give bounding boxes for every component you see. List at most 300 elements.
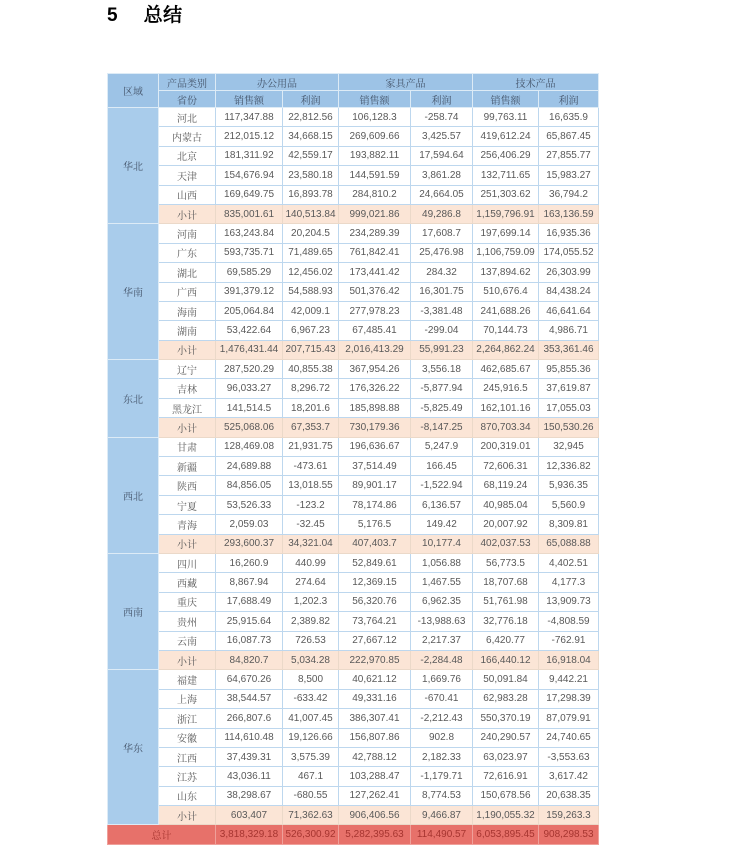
value-cell: 63,023.97 [473, 747, 539, 766]
value-cell: 34,668.15 [283, 127, 339, 146]
header-group-technology: 技术产品 [473, 74, 599, 91]
value-cell: 284,810.2 [339, 185, 411, 204]
value-cell: 3,425.57 [411, 127, 473, 146]
value-cell: -3,553.63 [539, 747, 599, 766]
province-row [108, 146, 599, 165]
subtotal-label: 小计 [159, 650, 216, 669]
value-cell: 62,983.28 [473, 689, 539, 708]
value-cell: 36,794.2 [539, 185, 599, 204]
value-cell: 18,201.6 [283, 398, 339, 417]
value-cell: 42,559.17 [283, 146, 339, 165]
subtotal-value: 166,440.12 [473, 650, 539, 669]
value-cell: 6,962.35 [411, 592, 473, 611]
header-row-1 [108, 74, 599, 91]
grand-total-value: 526,300.92 [283, 825, 339, 844]
province-row [108, 224, 599, 243]
header-group-furniture: 家具产品 [339, 74, 473, 91]
value-cell: 53,422.64 [216, 321, 283, 340]
grand-total-row [108, 825, 599, 844]
province-row [108, 301, 599, 320]
subtotal-row [108, 204, 599, 223]
header-office-profit: 利润 [283, 91, 339, 108]
province-row [108, 437, 599, 456]
value-cell: 367,954.26 [339, 360, 411, 379]
province-row [108, 728, 599, 747]
province-cell: 河南 [159, 224, 216, 243]
value-cell: -5,877.94 [411, 379, 473, 398]
province-row [108, 689, 599, 708]
subtotal-value: 16,918.04 [539, 650, 599, 669]
value-cell: 277,978.23 [339, 301, 411, 320]
value-cell: 12,456.02 [283, 263, 339, 282]
value-cell: 154,676.94 [216, 166, 283, 185]
province-cell: 云南 [159, 631, 216, 650]
value-cell: 386,307.41 [339, 709, 411, 728]
value-cell: 284.32 [411, 263, 473, 282]
value-cell: 501,376.42 [339, 282, 411, 301]
subtotal-value: 150,530.26 [539, 418, 599, 437]
subtotal-value: 10,177.4 [411, 534, 473, 553]
value-cell: 174,055.52 [539, 243, 599, 262]
value-cell: 38,544.57 [216, 689, 283, 708]
value-cell: 3,861.28 [411, 166, 473, 185]
section-title: 5 总结 [107, 5, 183, 26]
value-cell: 6,420.77 [473, 631, 539, 650]
province-row [108, 709, 599, 728]
value-cell: 17,594.64 [411, 146, 473, 165]
province-cell: 江苏 [159, 767, 216, 786]
value-cell: 37,619.87 [539, 379, 599, 398]
subtotal-label: 小计 [159, 806, 216, 825]
value-cell: 205,064.84 [216, 301, 283, 320]
province-cell: 黑龙江 [159, 398, 216, 417]
value-cell: 200,319.01 [473, 437, 539, 456]
value-cell: 95,855.36 [539, 360, 599, 379]
subtotal-value: 159,263.3 [539, 806, 599, 825]
value-cell: 25,915.64 [216, 612, 283, 631]
value-cell: 13,018.55 [283, 476, 339, 495]
value-cell: 15,983.27 [539, 166, 599, 185]
province-row [108, 360, 599, 379]
value-cell: -680.55 [283, 786, 339, 805]
value-cell: 550,370.19 [473, 709, 539, 728]
value-cell: 9,442.21 [539, 670, 599, 689]
value-cell: 17,688.49 [216, 592, 283, 611]
province-cell: 天津 [159, 166, 216, 185]
subtotal-value: 870,703.34 [473, 418, 539, 437]
province-cell: 浙江 [159, 709, 216, 728]
value-cell: 197,699.14 [473, 224, 539, 243]
value-cell: 193,882.11 [339, 146, 411, 165]
value-cell: 72,616.91 [473, 767, 539, 786]
value-cell: 25,476.98 [411, 243, 473, 262]
value-cell: -258.74 [411, 108, 473, 127]
province-cell: 陕西 [159, 476, 216, 495]
province-cell: 江西 [159, 747, 216, 766]
grand-total-value: 114,490.57 [411, 825, 473, 844]
value-cell: 24,664.05 [411, 185, 473, 204]
value-cell: 49,331.16 [339, 689, 411, 708]
value-cell: 20,204.5 [283, 224, 339, 243]
value-cell: 234,289.39 [339, 224, 411, 243]
header-furniture-sales: 销售额 [339, 91, 411, 108]
value-cell: 19,126.66 [283, 728, 339, 747]
value-cell: 16,301.75 [411, 282, 473, 301]
value-cell: 16,893.78 [283, 185, 339, 204]
province-row [108, 631, 599, 650]
subtotal-row [108, 340, 599, 359]
value-cell: 37,439.31 [216, 747, 283, 766]
value-cell: 196,636.67 [339, 437, 411, 456]
value-cell: 266,807.6 [216, 709, 283, 728]
province-row [108, 476, 599, 495]
province-cell: 贵州 [159, 612, 216, 631]
value-cell: -3,381.48 [411, 301, 473, 320]
value-cell: 38,298.67 [216, 786, 283, 805]
province-cell: 甘肃 [159, 437, 216, 456]
province-cell: 内蒙古 [159, 127, 216, 146]
header-row-2 [108, 91, 599, 108]
value-cell: 2,059.03 [216, 515, 283, 534]
value-cell: 761,842.41 [339, 243, 411, 262]
region-cell: 华南 [108, 224, 159, 360]
province-row [108, 108, 599, 127]
subtotal-value: 1,476,431.44 [216, 340, 283, 359]
value-cell: 50,091.84 [473, 670, 539, 689]
subtotal-value: 84,820.7 [216, 650, 283, 669]
value-cell: 256,406.29 [473, 146, 539, 165]
header-technology-sales: 销售额 [473, 91, 539, 108]
subtotal-row [108, 534, 599, 553]
grand-total-value: 6,053,895.45 [473, 825, 539, 844]
report-page [107, 0, 598, 845]
value-cell: 419,612.24 [473, 127, 539, 146]
subtotal-value: 999,021.86 [339, 204, 411, 223]
value-cell: 440.99 [283, 553, 339, 572]
value-cell: 593,735.71 [216, 243, 283, 262]
value-cell: -473.61 [283, 457, 339, 476]
province-row [108, 166, 599, 185]
header-region: 区域 [108, 74, 159, 108]
value-cell: 132,711.65 [473, 166, 539, 185]
value-cell: 72,606.31 [473, 457, 539, 476]
value-cell: 510,676.4 [473, 282, 539, 301]
region-cell: 西南 [108, 553, 159, 669]
value-cell: 3,617.42 [539, 767, 599, 786]
subtotal-row [108, 418, 599, 437]
table-header [108, 74, 599, 108]
value-cell: 4,402.51 [539, 553, 599, 572]
subtotal-value: 9,466.87 [411, 806, 473, 825]
value-cell: 87,079.91 [539, 709, 599, 728]
value-cell: 84,856.05 [216, 476, 283, 495]
subtotal-label: 小计 [159, 534, 216, 553]
value-cell: 16,935.36 [539, 224, 599, 243]
value-cell: 251,303.62 [473, 185, 539, 204]
value-cell: 2,182.33 [411, 747, 473, 766]
province-cell: 福建 [159, 670, 216, 689]
subtotal-value: 207,715.43 [283, 340, 339, 359]
grand-total-value: 5,282,395.63 [339, 825, 411, 844]
province-row [108, 398, 599, 417]
value-cell: 54,588.93 [283, 282, 339, 301]
province-cell: 西藏 [159, 573, 216, 592]
value-cell: 8,774.53 [411, 786, 473, 805]
value-cell: 5,247.9 [411, 437, 473, 456]
value-cell: 2,217.37 [411, 631, 473, 650]
value-cell: 114,610.48 [216, 728, 283, 747]
province-row [108, 243, 599, 262]
regional-sales-summary-table [107, 73, 599, 845]
value-cell: -5,825.49 [411, 398, 473, 417]
value-cell: 52,849.61 [339, 553, 411, 572]
province-cell: 广西 [159, 282, 216, 301]
value-cell: 467.1 [283, 767, 339, 786]
value-cell: -1,179.71 [411, 767, 473, 786]
value-cell: 40,621.12 [339, 670, 411, 689]
province-cell: 广东 [159, 243, 216, 262]
province-row [108, 282, 599, 301]
subtotal-value: 835,001.61 [216, 204, 283, 223]
value-cell: 37,514.49 [339, 457, 411, 476]
value-cell: 84,438.24 [539, 282, 599, 301]
value-cell: 41,007.45 [283, 709, 339, 728]
value-cell: 1,467.55 [411, 573, 473, 592]
province-cell: 吉林 [159, 379, 216, 398]
header-category: 产品类别 [159, 74, 216, 91]
value-cell: 1,056.88 [411, 553, 473, 572]
subtotal-row [108, 806, 599, 825]
grand-total-value: 3,818,329.18 [216, 825, 283, 844]
value-cell: 12,369.15 [339, 573, 411, 592]
value-cell: 127,262.41 [339, 786, 411, 805]
value-cell: 5,936.35 [539, 476, 599, 495]
value-cell: 96,033.27 [216, 379, 283, 398]
value-cell: 20,007.92 [473, 515, 539, 534]
province-cell: 河北 [159, 108, 216, 127]
subtotal-value: 2,264,862.24 [473, 340, 539, 359]
value-cell: 17,055.03 [539, 398, 599, 417]
subtotal-value: 34,321.04 [283, 534, 339, 553]
province-cell: 重庆 [159, 592, 216, 611]
subtotal-value: 2,016,413.29 [339, 340, 411, 359]
province-row [108, 573, 599, 592]
value-cell: 156,807.86 [339, 728, 411, 747]
value-cell: 17,298.39 [539, 689, 599, 708]
value-cell: 16,087.73 [216, 631, 283, 650]
value-cell: 71,489.65 [283, 243, 339, 262]
province-row [108, 612, 599, 631]
grand-total-value: 908,298.53 [539, 825, 599, 844]
value-cell: 20,638.35 [539, 786, 599, 805]
value-cell: 144,591.59 [339, 166, 411, 185]
header-technology-profit: 利润 [539, 91, 599, 108]
value-cell: 4,986.71 [539, 321, 599, 340]
value-cell: 2,389.82 [283, 612, 339, 631]
value-cell: 12,336.82 [539, 457, 599, 476]
value-cell: 27,667.12 [339, 631, 411, 650]
table-body [108, 108, 599, 845]
header-furniture-profit: 利润 [411, 91, 473, 108]
value-cell: 24,689.88 [216, 457, 283, 476]
value-cell: 4,177.3 [539, 573, 599, 592]
subtotal-value: 49,286.8 [411, 204, 473, 223]
value-cell: -762.91 [539, 631, 599, 650]
grand-total-label: 总计 [108, 825, 216, 844]
value-cell: 245,916.5 [473, 379, 539, 398]
header-group-office-supplies: 办公用品 [216, 74, 339, 91]
province-row [108, 786, 599, 805]
subtotal-value: 222,970.85 [339, 650, 411, 669]
subtotal-value: 407,403.7 [339, 534, 411, 553]
value-cell: 6,136.57 [411, 495, 473, 514]
value-cell: 78,174.86 [339, 495, 411, 514]
subtotal-value: 525,068.06 [216, 418, 283, 437]
province-cell: 新疆 [159, 457, 216, 476]
value-cell: 32,776.18 [473, 612, 539, 631]
value-cell: 726.53 [283, 631, 339, 650]
value-cell: 32,945 [539, 437, 599, 456]
value-cell: 141,514.5 [216, 398, 283, 417]
value-cell: 117,347.88 [216, 108, 283, 127]
value-cell: 391,379.12 [216, 282, 283, 301]
subtotal-value: 402,037.53 [473, 534, 539, 553]
value-cell: 173,441.42 [339, 263, 411, 282]
value-cell: 1,202.3 [283, 592, 339, 611]
province-row [108, 767, 599, 786]
value-cell: 5,560.9 [539, 495, 599, 514]
value-cell: 68,119.24 [473, 476, 539, 495]
province-row [108, 670, 599, 689]
value-cell: 103,288.47 [339, 767, 411, 786]
header-province: 省份 [159, 91, 216, 108]
value-cell: -4,808.59 [539, 612, 599, 631]
province-row [108, 379, 599, 398]
province-cell: 辽宁 [159, 360, 216, 379]
value-cell: 150,678.56 [473, 786, 539, 805]
province-cell: 青海 [159, 515, 216, 534]
value-cell: -2,212.43 [411, 709, 473, 728]
value-cell: 212,015.12 [216, 127, 283, 146]
value-cell: 21,931.75 [283, 437, 339, 456]
subtotal-value: 67,353.7 [283, 418, 339, 437]
value-cell: 17,608.7 [411, 224, 473, 243]
province-cell: 安徽 [159, 728, 216, 747]
value-cell: 42,788.12 [339, 747, 411, 766]
province-row [108, 321, 599, 340]
province-row [108, 263, 599, 282]
province-cell: 北京 [159, 146, 216, 165]
value-cell: 3,556.18 [411, 360, 473, 379]
province-cell: 山西 [159, 185, 216, 204]
value-cell: 22,812.56 [283, 108, 339, 127]
subtotal-value: 71,362.63 [283, 806, 339, 825]
subtotal-value: 55,991.23 [411, 340, 473, 359]
value-cell: 1,669.76 [411, 670, 473, 689]
value-cell: 46,641.64 [539, 301, 599, 320]
value-cell: 27,855.77 [539, 146, 599, 165]
region-cell: 东北 [108, 360, 159, 438]
value-cell: 5,176.5 [339, 515, 411, 534]
value-cell: 56,773.5 [473, 553, 539, 572]
value-cell: 8,867.94 [216, 573, 283, 592]
province-cell: 四川 [159, 553, 216, 572]
value-cell: 51,761.98 [473, 592, 539, 611]
province-row [108, 127, 599, 146]
value-cell: 1,106,759.09 [473, 243, 539, 262]
region-cell: 华北 [108, 108, 159, 224]
header-office-sales: 销售额 [216, 91, 283, 108]
subtotal-row [108, 650, 599, 669]
value-cell: 176,326.22 [339, 379, 411, 398]
value-cell: 70,144.73 [473, 321, 539, 340]
value-cell: 56,320.76 [339, 592, 411, 611]
value-cell: -670.41 [411, 689, 473, 708]
region-cell: 西北 [108, 437, 159, 553]
value-cell: 42,009.1 [283, 301, 339, 320]
subtotal-value: 353,361.46 [539, 340, 599, 359]
value-cell: 269,609.66 [339, 127, 411, 146]
value-cell: -13,988.63 [411, 612, 473, 631]
province-row [108, 592, 599, 611]
value-cell: 166.45 [411, 457, 473, 476]
province-row [108, 457, 599, 476]
value-cell: 240,290.57 [473, 728, 539, 747]
subtotal-value: 140,513.84 [283, 204, 339, 223]
value-cell: -32.45 [283, 515, 339, 534]
value-cell: 53,526.33 [216, 495, 283, 514]
value-cell: 40,855.38 [283, 360, 339, 379]
value-cell: 106,128.3 [339, 108, 411, 127]
value-cell: 185,898.88 [339, 398, 411, 417]
subtotal-value: 603,407 [216, 806, 283, 825]
value-cell: 3,575.39 [283, 747, 339, 766]
value-cell: 162,101.16 [473, 398, 539, 417]
province-cell: 海南 [159, 301, 216, 320]
province-row [108, 495, 599, 514]
subtotal-value: -2,284.48 [411, 650, 473, 669]
province-cell: 湖北 [159, 263, 216, 282]
subtotal-value: 1,190,055.32 [473, 806, 539, 825]
value-cell: 169,649.75 [216, 185, 283, 204]
province-row [108, 185, 599, 204]
value-cell: 16,635.9 [539, 108, 599, 127]
subtotal-value: 730,179.36 [339, 418, 411, 437]
subtotal-value: 293,600.37 [216, 534, 283, 553]
province-row [108, 747, 599, 766]
value-cell: 67,485.41 [339, 321, 411, 340]
subtotal-value: 906,406.56 [339, 806, 411, 825]
value-cell: 181,311.92 [216, 146, 283, 165]
value-cell: 64,670.26 [216, 670, 283, 689]
subtotal-value: 65,088.88 [539, 534, 599, 553]
value-cell: -1,522.94 [411, 476, 473, 495]
value-cell: 16,260.9 [216, 553, 283, 572]
province-cell: 上海 [159, 689, 216, 708]
value-cell: -299.04 [411, 321, 473, 340]
value-cell: -123.2 [283, 495, 339, 514]
value-cell: 26,303.99 [539, 263, 599, 282]
province-row [108, 553, 599, 572]
value-cell: 40,985.04 [473, 495, 539, 514]
subtotal-value: -8,147.25 [411, 418, 473, 437]
value-cell: 137,894.62 [473, 263, 539, 282]
value-cell: 8,296.72 [283, 379, 339, 398]
province-cell: 湖南 [159, 321, 216, 340]
value-cell: 18,707.68 [473, 573, 539, 592]
subtotal-label: 小计 [159, 204, 216, 223]
value-cell: 69,585.29 [216, 263, 283, 282]
